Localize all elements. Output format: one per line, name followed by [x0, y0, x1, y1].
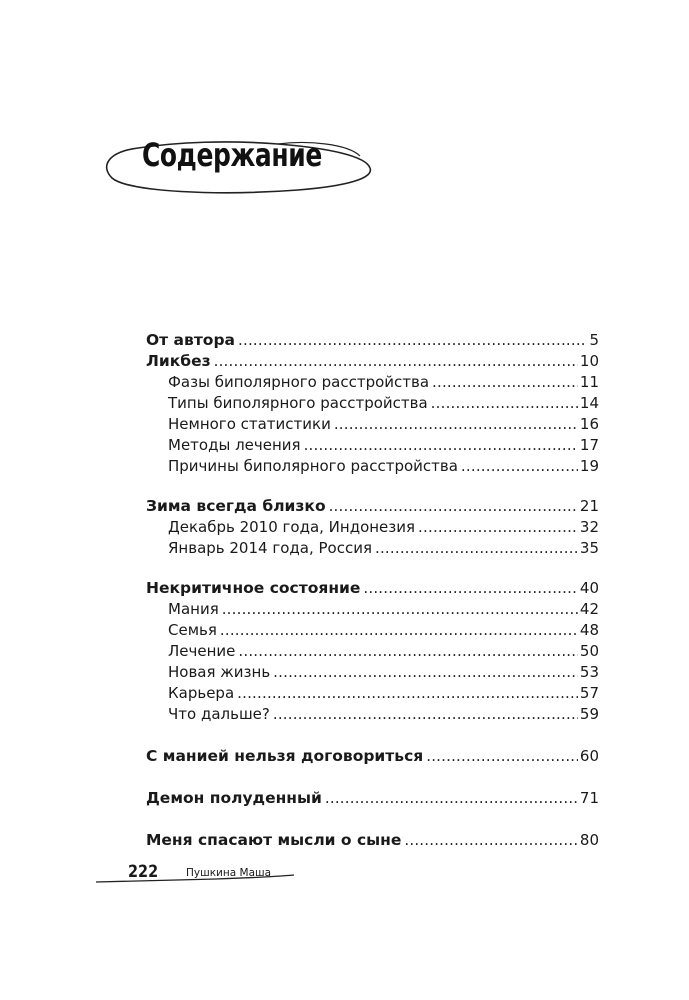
toc-leader-dots: [432, 372, 578, 393]
toc-leader-dots: [273, 662, 578, 683]
toc-subentry[interactable]: [146, 599, 599, 620]
toc-entry-label: Зима всегда близко: [146, 497, 326, 515]
toc-entry-page: 11: [579, 373, 599, 391]
toc-leader-dots: [363, 578, 578, 599]
toc-entry-label: Некритичное состояние: [146, 579, 361, 597]
toc-entry-page: 50: [579, 642, 599, 660]
toc-leader-dots: [222, 599, 578, 620]
toc-leader-dots: [418, 517, 578, 538]
toc-entry-label: Лечение: [168, 642, 236, 660]
toc-leader-dots: [238, 641, 578, 662]
toc-entry-page: 59: [579, 705, 599, 723]
toc-entry-page: 53: [579, 663, 599, 681]
toc-entry-page: 10: [579, 352, 599, 370]
page-title: Содержание: [142, 136, 322, 174]
toc-leader-dots: [273, 704, 578, 725]
toc-entry-label: Меня спасают мысли о сыне: [146, 831, 402, 849]
toc-leader-dots: [238, 330, 587, 351]
toc-leader-dots: [304, 435, 578, 456]
toc-subentry[interactable]: [146, 414, 599, 435]
toc-entry-page: 17: [579, 436, 599, 454]
toc-entry-page: 48: [579, 621, 599, 639]
toc-entry-page: 16: [579, 415, 599, 433]
toc-leader-dots: [375, 538, 578, 559]
toc-leader-dots: [431, 393, 578, 414]
toc-subentry[interactable]: [146, 435, 599, 456]
toc-leader-dots: [237, 683, 578, 704]
toc-leader-dots: [334, 414, 578, 435]
toc-leader-dots: [404, 830, 578, 851]
toc-entry-label: Причины биполярного расстройства: [168, 457, 458, 475]
toc-entry-page: 14: [579, 394, 599, 412]
toc-entry-label: Семья: [168, 621, 217, 639]
toc-entry-page: 60: [579, 747, 599, 765]
toc-entry-label: Немного статистики: [168, 415, 331, 433]
toc-entry-page: 42: [579, 600, 599, 618]
toc-entry-page: 71: [579, 789, 599, 807]
toc-leader-dots: [461, 456, 578, 477]
page-title-block: [98, 126, 380, 198]
section-spacer: [146, 477, 599, 496]
toc-entry-page: 21: [579, 497, 599, 515]
toc-entry[interactable]: [146, 351, 599, 372]
section-spacer: [146, 559, 599, 578]
section-spacer: [146, 725, 599, 746]
toc-subentry[interactable]: [146, 641, 599, 662]
section-spacer: [146, 809, 599, 830]
toc-entry-page: 32: [579, 518, 599, 536]
toc-entry-page: 35: [579, 539, 599, 557]
toc-entry-label: Фазы биполярного расстройства: [168, 373, 430, 391]
toc-entry-label: Ликбез: [146, 352, 211, 370]
toc-entry-label: Типы биполярного расстройства: [168, 394, 428, 412]
toc-entry-page: 19: [579, 457, 599, 475]
toc-subentry[interactable]: [146, 683, 599, 704]
toc-entry-label: Методы лечения: [168, 436, 301, 454]
toc-entry[interactable]: [146, 330, 599, 351]
section-spacer: [146, 767, 599, 788]
page-number: 222: [128, 862, 159, 882]
toc-subentry[interactable]: [146, 517, 599, 538]
toc-entry-label: Январь 2014 года, Россия: [168, 539, 372, 557]
toc-entry-label: Новая жизнь: [168, 663, 271, 681]
author-name: Пушкина Маша: [186, 867, 272, 879]
toc-leader-dots: [325, 788, 578, 809]
toc-subentry[interactable]: [146, 393, 599, 414]
toc-entry-label: С манией нельзя договориться: [146, 747, 424, 765]
toc-subentry[interactable]: [146, 662, 599, 683]
toc-entry-page: 57: [579, 684, 599, 702]
toc-entry[interactable]: [146, 830, 599, 851]
toc-entry-page: 5: [589, 331, 599, 349]
table-of-contents: [146, 330, 599, 851]
toc-entry-label: Что дальше?: [168, 705, 270, 723]
toc-subentry[interactable]: [146, 372, 599, 393]
toc-leader-dots: [329, 496, 578, 517]
toc-entry[interactable]: [146, 496, 599, 517]
toc-subentry[interactable]: [146, 620, 599, 641]
page-footer: [96, 862, 296, 888]
toc-entry-label: От автора: [146, 331, 236, 349]
toc-entry[interactable]: [146, 578, 599, 599]
toc-entry[interactable]: [146, 746, 599, 767]
toc-entry-page: 40: [579, 579, 599, 597]
toc-leader-dots: [214, 351, 578, 372]
toc-subentry[interactable]: [146, 456, 599, 477]
toc-leader-dots: [220, 620, 578, 641]
toc-entry[interactable]: [146, 788, 599, 809]
toc-leader-dots: [426, 746, 578, 767]
toc-entry-label: Мания: [168, 600, 219, 618]
toc-entry-page: 80: [579, 831, 599, 849]
toc-subentry[interactable]: [146, 704, 599, 725]
toc-entry-label: Декабрь 2010 года, Индонезия: [168, 518, 416, 536]
toc-entry-label: Демон полуденный: [146, 789, 322, 807]
toc-subentry[interactable]: [146, 538, 599, 559]
toc-entry-label: Карьера: [168, 684, 235, 702]
